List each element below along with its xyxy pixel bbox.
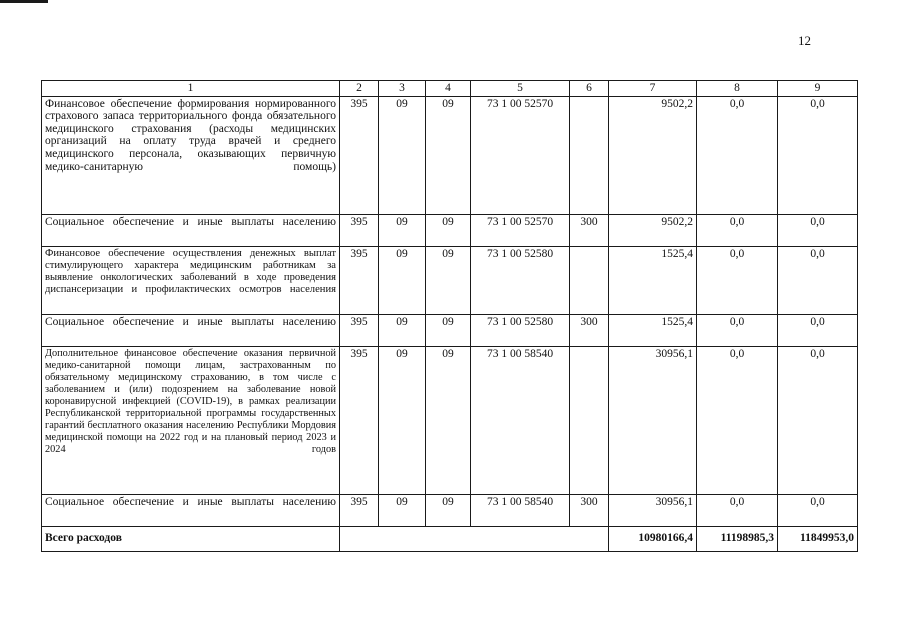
total-row <box>42 526 858 551</box>
cell-rz: 09 <box>379 246 426 314</box>
column-header: 6 <box>570 81 609 97</box>
cell-csr: 73 1 00 52570 <box>471 214 570 246</box>
cell-amount-3: 0,0 <box>778 346 858 494</box>
table-row <box>42 246 858 314</box>
column-header: 2 <box>340 81 379 97</box>
cell-csr: 73 1 00 52570 <box>471 96 570 214</box>
cell-amount-2: 0,0 <box>697 214 778 246</box>
cell-vr: 300 <box>570 314 609 346</box>
cell-rz: 09 <box>379 214 426 246</box>
total-empty-cell <box>340 526 609 551</box>
row-name: Финансовое обеспечение осуществления денежных выплат стимулирующего характера медицинским работникам за выявление онкологических заболеваний в ходе проведения диспансеризации и профилактических осмотров населения <box>42 246 340 314</box>
cell-amount-1: 1525,4 <box>609 314 697 346</box>
cell-vr: 300 <box>570 214 609 246</box>
cell-csr: 73 1 00 52580 <box>471 314 570 346</box>
cell-amount-3: 0,0 <box>778 214 858 246</box>
row-name: Социальное обеспечение и иные выплаты населению <box>42 214 340 246</box>
cell-amount-1: 9502,2 <box>609 96 697 214</box>
cell-grbs: 395 <box>340 96 379 214</box>
cell-amount-2: 0,0 <box>697 96 778 214</box>
column-header: 1 <box>42 81 340 97</box>
row-name: Социальное обеспечение и иные выплаты населению <box>42 314 340 346</box>
column-header: 3 <box>379 81 426 97</box>
cell-grbs: 395 <box>340 346 379 494</box>
table-row <box>42 494 858 526</box>
page-number: 12 <box>798 33 811 48</box>
total-label: Всего расходов <box>42 526 340 551</box>
cell-rz: 09 <box>379 96 426 214</box>
cell-grbs: 395 <box>340 214 379 246</box>
budget-table <box>41 80 858 552</box>
cell-amount-2: 0,0 <box>697 246 778 314</box>
row-name: Финансовое обеспечение формирования нормированного страхового запаса территориального фонда обязательного медицинского страхования (расходы медицинских организаций на оплату труда врачей и среднего медицинского персонала, оказывающих первичную медико-санитарную помощь) <box>42 96 340 214</box>
cell-vr <box>570 246 609 314</box>
column-header: 4 <box>426 81 471 97</box>
cell-amount-2: 0,0 <box>697 494 778 526</box>
header-row <box>42 81 858 97</box>
cell-amount-2: 0,0 <box>697 314 778 346</box>
cell-pr: 09 <box>426 246 471 314</box>
cell-rz: 09 <box>379 314 426 346</box>
cell-pr: 09 <box>426 346 471 494</box>
cell-pr: 09 <box>426 314 471 346</box>
cell-amount-3: 0,0 <box>778 246 858 314</box>
column-header: 9 <box>778 81 858 97</box>
cell-amount-1: 1525,4 <box>609 246 697 314</box>
column-header: 7 <box>609 81 697 97</box>
cell-amount-3: 0,0 <box>778 314 858 346</box>
cell-amount-3: 0,0 <box>778 96 858 214</box>
cell-grbs: 395 <box>340 494 379 526</box>
column-header: 5 <box>471 81 570 97</box>
cell-amount-1: 30956,1 <box>609 494 697 526</box>
table-row <box>42 346 858 494</box>
cell-pr: 09 <box>426 96 471 214</box>
cell-amount-1: 30956,1 <box>609 346 697 494</box>
cell-vr <box>570 346 609 494</box>
cell-rz: 09 <box>379 346 426 494</box>
column-header: 8 <box>697 81 778 97</box>
table-row <box>42 214 858 246</box>
total-amount-3: 11849953,0 <box>778 526 858 551</box>
cell-pr: 09 <box>426 494 471 526</box>
cell-csr: 73 1 00 58540 <box>471 346 570 494</box>
cell-amount-1: 9502,2 <box>609 214 697 246</box>
cell-pr: 09 <box>426 214 471 246</box>
table-row <box>42 96 858 214</box>
cell-csr: 73 1 00 58540 <box>471 494 570 526</box>
cell-amount-3: 0,0 <box>778 494 858 526</box>
total-amount-1: 10980166,4 <box>609 526 697 551</box>
cell-vr <box>570 96 609 214</box>
cell-csr: 73 1 00 52580 <box>471 246 570 314</box>
cell-vr: 300 <box>570 494 609 526</box>
cell-grbs: 395 <box>340 314 379 346</box>
row-name: Дополнительное финансовое обеспечение оказания первичной медико-санитарной помощи лицам, застрахованным по обязательному медицинскому страхованию, в том числе с заболеванием и (или) подозрением на заболевание новой коронавирусной инфекцией (COVID-19), в рамках реализации Республиканской территориальной программы государственных гарантий бесплатного оказания населению Республики Мордовия медицинской помощи на 2022 год и на плановый период 2023 и 2024 годов <box>42 346 340 494</box>
total-amount-2: 11198985,3 <box>697 526 778 551</box>
cell-grbs: 395 <box>340 246 379 314</box>
cell-amount-2: 0,0 <box>697 346 778 494</box>
cell-rz: 09 <box>379 494 426 526</box>
table-row <box>42 314 858 346</box>
corner-mark <box>0 0 48 3</box>
row-name: Социальное обеспечение и иные выплаты населению <box>42 494 340 526</box>
